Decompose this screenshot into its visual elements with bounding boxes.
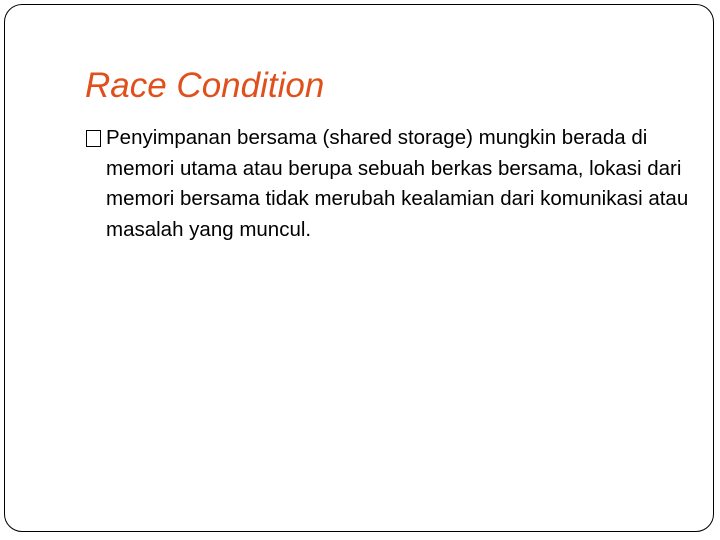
bullet-list [85,123,695,245]
slide-title: Race Condition [85,66,325,105]
bullet-text: Penyimpanan bersama (shared storage) mungkin berada di memori utama atau berupa sebuah berkas bersama, lokasi dari memori bersama tidak merubah kealamian dari komunikasi atau masalah yang muncul. [106,126,689,241]
slide-frame [4,4,714,532]
bullet-item [85,123,695,245]
square-bullet-icon [86,130,101,147]
